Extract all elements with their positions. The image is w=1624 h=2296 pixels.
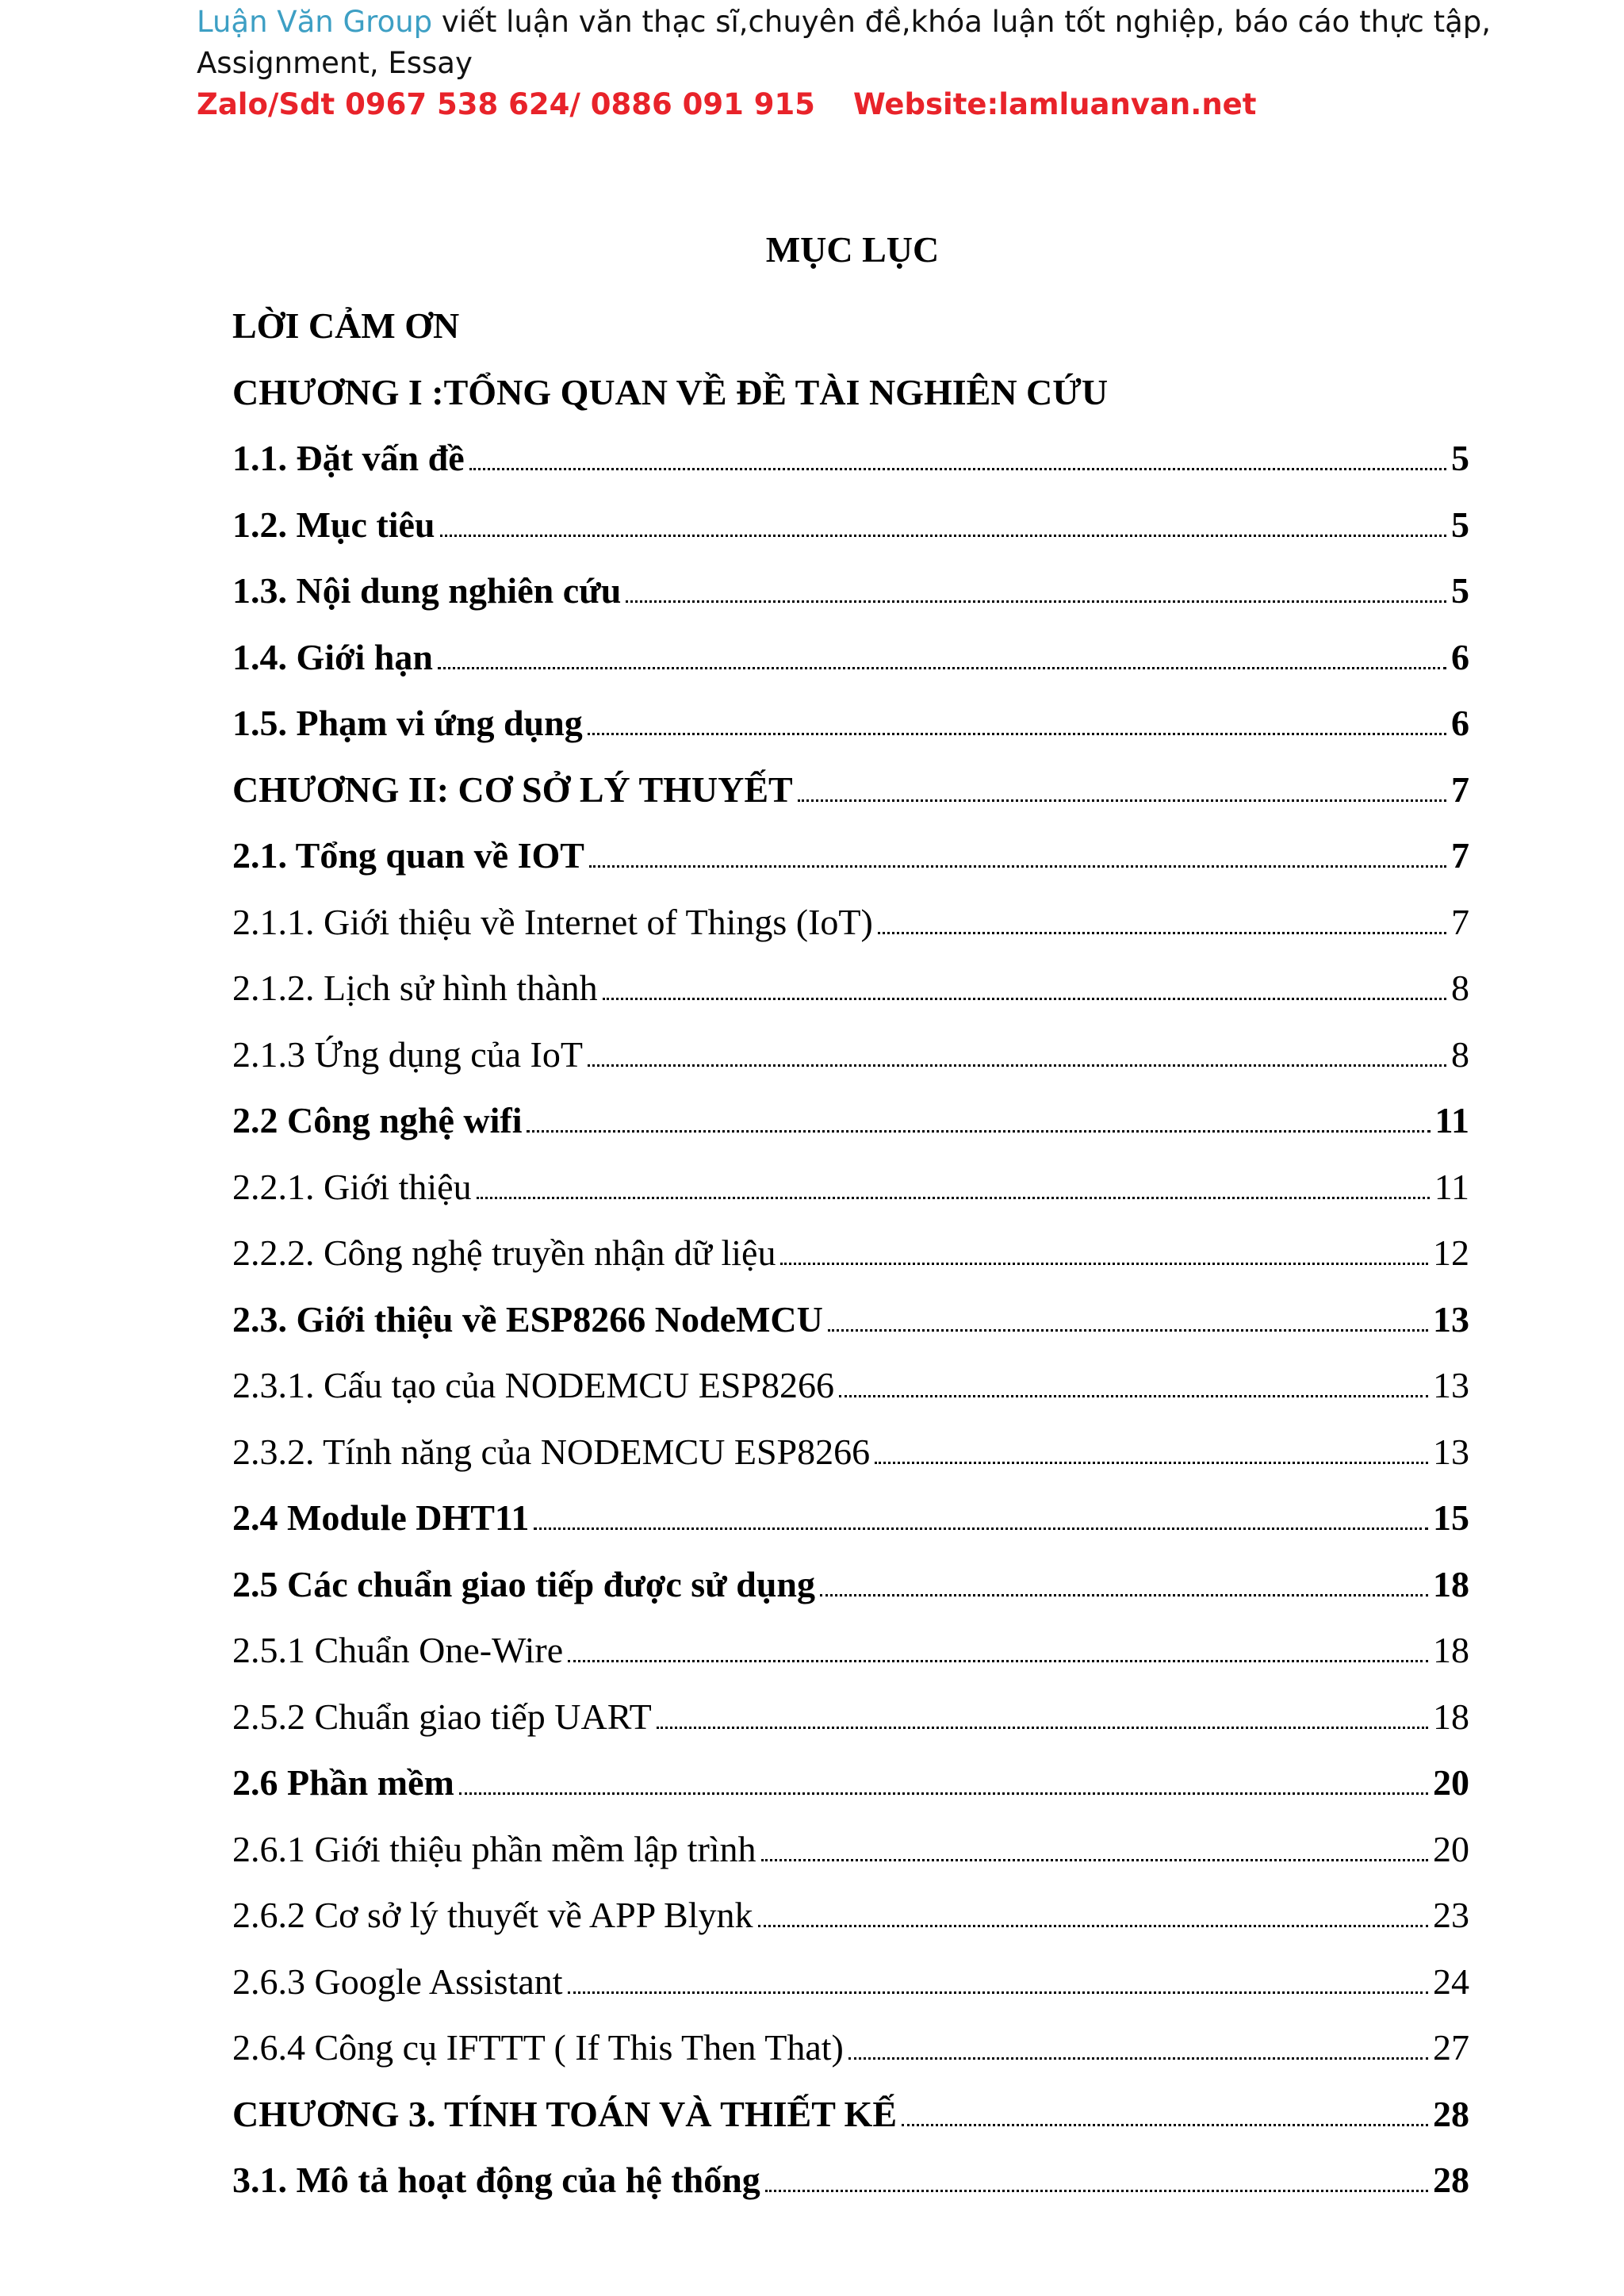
toc-dot-leader: [469, 468, 1446, 470]
toc-entry[interactable]: [232, 1022, 1469, 1088]
toc-entry-page: 18: [1433, 1563, 1469, 1604]
toc-entry-label: 2.1.2. Lịch sử hình thành: [232, 968, 598, 1009]
toc-entry[interactable]: [232, 1551, 1469, 1618]
toc-entry-label: 2.4 Module DHT11: [232, 1497, 530, 1539]
toc-dot-leader: [440, 535, 1446, 537]
toc-entry-label: 2.2.1. Giới thiệu: [232, 1166, 472, 1207]
toc-entry-page: 11: [1434, 1166, 1469, 1207]
toc-entry-page: 6: [1451, 703, 1469, 744]
toc-entry[interactable]: [232, 1286, 1469, 1353]
toc-dot-leader: [798, 799, 1446, 802]
toc-entry-label: 2.1.1. Giới thiệu về Internet of Things (IoT): [232, 901, 873, 942]
toc-dot-leader: [875, 1462, 1428, 1464]
toc-entry-page: 18: [1433, 1696, 1469, 1737]
toc-dot-leader: [527, 1130, 1430, 1133]
toc-dot-leader: [902, 2124, 1428, 2126]
toc-dot-leader: [758, 1925, 1428, 1927]
toc-entry-page: 20: [1433, 1828, 1469, 1869]
contact-phone: Zalo/Sdt 0967 538 624/ 0886 091 915: [197, 87, 815, 121]
toc-dot-leader: [878, 932, 1446, 934]
toc-entry[interactable]: [232, 1949, 1469, 2015]
toc-dot-leader: [657, 1727, 1428, 1729]
toc-entry[interactable]: [232, 2081, 1469, 2148]
toc-entry-label: 2.1. Tổng quan về IOT: [232, 835, 584, 876]
toc-dot-leader: [839, 1395, 1428, 1397]
toc-entry-label: 1.2. Mục tiêu: [232, 504, 435, 545]
toc-entry-page: 8: [1451, 968, 1469, 1009]
toc-entry[interactable]: [232, 425, 1469, 492]
toc-entry[interactable]: [232, 2147, 1469, 2214]
toc-dot-leader: [848, 2057, 1428, 2060]
toc-entry-label: 2.6.4 Công cụ IFTTT ( If This Then That): [232, 2027, 844, 2068]
toc-entry[interactable]: [232, 624, 1469, 691]
toc-entry[interactable]: [232, 1750, 1469, 1816]
toc-entry-page: 13: [1433, 1365, 1469, 1406]
toc-entry-page: 12: [1433, 1232, 1469, 1274]
toc-entry[interactable]: [232, 1882, 1469, 1949]
toc-entry[interactable]: [232, 1684, 1469, 1750]
toc-dot-leader: [603, 998, 1446, 1000]
toc-entry-page: 18: [1433, 1630, 1469, 1671]
toc-entry[interactable]: [232, 955, 1469, 1022]
toc-entry-label: LỜI CẢM ƠN: [232, 305, 460, 347]
toc-entry-label: 2.6.3 Google Assistant: [232, 1961, 563, 2002]
toc-entry[interactable]: [232, 1485, 1469, 1551]
toc-entry-label: 2.5.2 Chuẩn giao tiếp UART: [232, 1696, 652, 1737]
toc-entry[interactable]: [232, 359, 1469, 426]
toc-dot-leader: [626, 600, 1446, 603]
toc-entry-label: 2.6.1 Giới thiệu phần mềm lập trình: [232, 1828, 756, 1869]
toc-entry-page: 27: [1433, 2027, 1469, 2068]
toc-dot-leader: [459, 1792, 1428, 1795]
banner-line: [197, 2, 1545, 84]
toc-entry[interactable]: [232, 1617, 1469, 1684]
toc-entry[interactable]: [232, 1816, 1469, 1883]
toc-entry-page: 13: [1433, 1431, 1469, 1472]
toc-entry-label: 2.6 Phần mềm: [232, 1762, 454, 1803]
toc-entry-page: 5: [1451, 504, 1469, 545]
toc-entry-label: 2.2.2. Công nghệ truyền nhận dữ liệu: [232, 1232, 776, 1274]
toc-entry-label: CHƯƠNG 3. TÍNH TOÁN VÀ THIẾT KẾ: [232, 2093, 898, 2134]
header-banner: [197, 2, 1545, 125]
toc-entry-label: CHƯƠNG II: CƠ SỞ LÝ THUYẾT: [232, 769, 793, 810]
toc-dot-leader: [828, 1329, 1428, 1332]
toc-entry-page: 5: [1451, 438, 1469, 479]
toc-entry[interactable]: [232, 293, 1469, 359]
toc-entry-label: 2.3.1. Cấu tạo của NODEMCU ESP8266: [232, 1365, 834, 1406]
toc-title: MỤC LỤC: [765, 229, 940, 270]
toc-dot-leader: [589, 865, 1446, 868]
toc-dot-leader: [765, 2190, 1428, 2192]
toc-entry-page: 13: [1433, 1298, 1469, 1340]
toc-entry-label: 1.4. Giới hạn: [232, 636, 433, 677]
toc-dot-leader: [534, 1527, 1428, 1530]
toc-entry-page: 28: [1433, 2093, 1469, 2134]
toc-entry[interactable]: [232, 1087, 1469, 1154]
toc-entry-label: 2.3.2. Tính năng của NODEMCU ESP8266: [232, 1431, 871, 1472]
toc-entry[interactable]: [232, 1352, 1469, 1419]
toc-dot-leader: [780, 1263, 1428, 1265]
toc-entry-label: 2.3. Giới thiệu về ESP8266 NodeMCU: [232, 1298, 823, 1340]
toc-entry[interactable]: [232, 1220, 1469, 1286]
toc-entry-page: 7: [1451, 901, 1469, 942]
toc-entry[interactable]: [232, 1419, 1469, 1485]
contact-website: Website:lamluanvan.net: [852, 87, 1257, 121]
toc-entry-label: CHƯƠNG I :TỔNG QUAN VỀ ĐỀ TÀI NGHIÊN CỨU: [232, 371, 1109, 412]
banner-tagline: viết luận văn thạc sĩ,chuyên đề,khóa luận tốt nghiệp, báo cáo thực tập, Assignment, Essay: [197, 5, 1492, 80]
toc-entry-page: 11: [1434, 1100, 1469, 1141]
toc-entry-page: 5: [1451, 570, 1469, 611]
toc-entry-page: 7: [1451, 835, 1469, 876]
toc-entry-page: 7: [1451, 769, 1469, 810]
toc-entry[interactable]: [232, 558, 1469, 624]
toc-entry-page: 6: [1451, 636, 1469, 677]
toc-dot-leader: [588, 733, 1446, 735]
toc-entry[interactable]: [232, 1154, 1469, 1221]
table-of-contents: [232, 293, 1469, 2214]
toc-entry-label: 1.3. Nội dung nghiên cứu: [232, 570, 622, 611]
toc-entry[interactable]: [232, 889, 1469, 956]
toc-entry[interactable]: [232, 822, 1469, 889]
toc-entry-page: 15: [1433, 1497, 1469, 1539]
toc-dot-leader: [588, 1064, 1446, 1067]
contact-line: [197, 84, 1545, 125]
toc-dot-leader: [820, 1594, 1428, 1596]
toc-dot-leader: [568, 1991, 1428, 1994]
toc-dot-leader: [477, 1197, 1430, 1199]
toc-dot-leader: [438, 667, 1446, 669]
toc-entry-page: 24: [1433, 1961, 1469, 2002]
toc-entry-label: 1.1. Đặt vấn đề: [232, 438, 465, 479]
toc-entry-label: 2.6.2 Cơ sở lý thuyết về APP Blynk: [232, 1895, 753, 1936]
toc-entry[interactable]: [232, 492, 1469, 558]
toc-dot-leader: [761, 1859, 1428, 1861]
toc-entry-page: 23: [1433, 1895, 1469, 1936]
toc-entry-label: 3.1. Mô tả hoạt động của hệ thống: [232, 2160, 760, 2201]
toc-entry-label: 2.1.3 Ứng dụng của IoT: [232, 1033, 583, 1075]
brand-name: Luận Văn Group: [197, 5, 433, 39]
toc-entry-label: 2.5 Các chuẩn giao tiếp được sử dụng: [232, 1563, 816, 1604]
toc-entry-label: 1.5. Phạm vi ứng dụng: [232, 703, 583, 744]
toc-entry-label: 2.2 Công nghệ wifi: [232, 1100, 523, 1141]
toc-entry-page: 20: [1433, 1762, 1469, 1803]
toc-entry[interactable]: [232, 757, 1469, 823]
toc-entry-label: 2.5.1 Chuẩn One-Wire: [232, 1630, 564, 1671]
toc-entry-page: 28: [1433, 2160, 1469, 2201]
toc-entry[interactable]: [232, 690, 1469, 757]
toc-entry[interactable]: [232, 2014, 1469, 2081]
toc-entry-page: 8: [1451, 1033, 1469, 1075]
toc-dot-leader: [568, 1660, 1428, 1662]
